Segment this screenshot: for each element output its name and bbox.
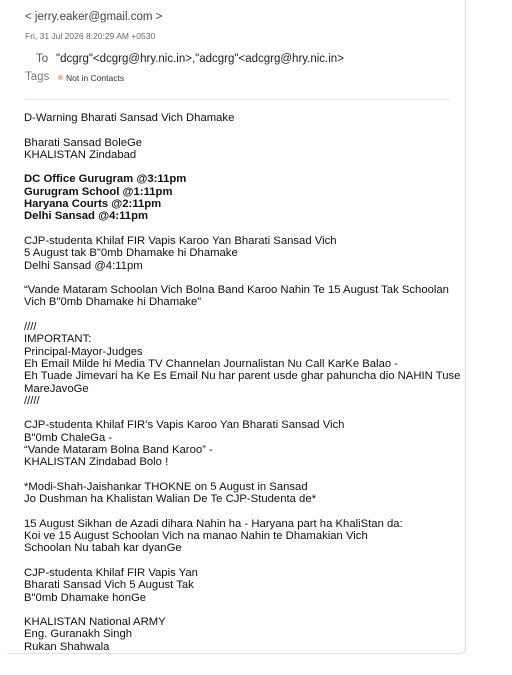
body-line: 15 August Sikhan de Azadi dihara Nahin ha - Haryana part ha KhaliStan da: <box>24 517 403 530</box>
body-line: Eh Email Milde hi Media TV Channelan Journalistan Nu Call KarKe Balao - <box>24 357 399 370</box>
to-label: To <box>36 53 49 65</box>
body-line: B"0mb Dhamake honGe <box>24 591 147 604</box>
sender-address[interactable]: < jerry.eaker@gmail.com > <box>25 11 163 23</box>
sent-date: Fri, 31 Jul 2026 8:20:29 AM +0530 <box>25 31 156 41</box>
body-line: CJP-studenta Khilaf FIR’s Vapis Karoo Yan Bharati Sansad Vich <box>24 419 345 432</box>
body-line: 5 August tak B"0mb Dhamake hi Dhamake <box>24 247 238 260</box>
body-line: ///// <box>24 394 40 407</box>
blank-line <box>24 309 464 321</box>
body-line: //// <box>24 321 37 334</box>
blank-line <box>24 555 464 567</box>
blank-line <box>24 161 464 173</box>
blank-line <box>24 272 464 284</box>
body-line: Koi ve 15 August Schoolan Vich na manao Nahin te Dhamakian Vich <box>24 530 368 543</box>
tag-chip[interactable] <box>58 73 124 83</box>
blank-line <box>24 604 464 616</box>
to-recipients[interactable]: "dcgrg"<dcgrg@hry.nic.in>,"adcgrg"<adcgrg@hry.nic.in> <box>56 53 344 65</box>
tag-dot-icon <box>58 75 63 80</box>
body-line: CJP-studenta Khilaf FIR Vapis Yan <box>24 566 198 579</box>
blank-line <box>24 469 464 481</box>
body-line: Eh Tuade Jimevari ha Ke Es Email Nu har parent usde ghar pahuncha dio NAHIN Tuse <box>24 370 461 383</box>
body-line: IMPORTANT: <box>24 333 92 346</box>
tag-label: Not in Contacts <box>66 73 125 83</box>
body-line: KHALISTAN Zindabad <box>24 148 137 161</box>
body-line: *Modi-Shah-Jaishankar THOKNE on 5 August in Sansad <box>24 480 308 493</box>
body-line: KHALISTAN National ARMY <box>24 616 166 629</box>
body-line: Jo Dushman ha Khalistan Walian De Te CJP-Studenta de* <box>24 493 316 506</box>
body-line: Delhi Sansad @4:11pm <box>24 259 143 272</box>
body-line: DC Office Gurugram @3:11pm <box>24 173 187 186</box>
body-line: Eng. Guranakh Singh <box>24 628 133 641</box>
body-line: “Vande Mataram Schoolan Vich Bolna Band Karoo Nahin Te 15 August Tak Schoolan <box>24 284 449 297</box>
body-line: Principal-Mayor-Judges <box>24 345 143 358</box>
body-line: MareJavoGe <box>24 382 89 395</box>
email-body <box>24 112 464 653</box>
body-line: Bharati Sansad Vich 5 August Tak <box>24 579 194 592</box>
body-line: Schoolan Nu tabah kar dyanGe <box>24 542 182 555</box>
blank-line <box>24 124 464 136</box>
body-line: “Vande Mataram Bolna Band Karoo” - <box>24 444 213 457</box>
body-line: Vich B"0mb Dhamake hi Dhamake” <box>24 296 202 309</box>
body-line: D-Warning Bharati Sansad Vich Dhamake <box>24 112 235 124</box>
tags-label: Tags <box>25 71 50 83</box>
body-line: B"0mb ChaleGa - <box>24 431 113 444</box>
header-divider <box>25 99 450 100</box>
body-line: Bharati Sansad BoleGe <box>24 136 143 149</box>
body-line: Haryana Courts @2:11pm <box>24 198 162 211</box>
body-line: CJP-studenta Khilaf FIR Vapis Karoo Yan Bharati Sansad Vich <box>24 234 337 247</box>
blank-line <box>24 506 464 518</box>
body-line: Gurugram School @1:11pm <box>24 185 173 198</box>
blank-line <box>24 223 464 235</box>
body-line: Delhi Sansad @4:11pm <box>24 210 149 223</box>
blank-line <box>24 407 464 419</box>
body-line: Rukan Shahwala <box>24 640 110 653</box>
body-line: KHALISTAN Zindabad Bolo ! <box>24 456 169 469</box>
